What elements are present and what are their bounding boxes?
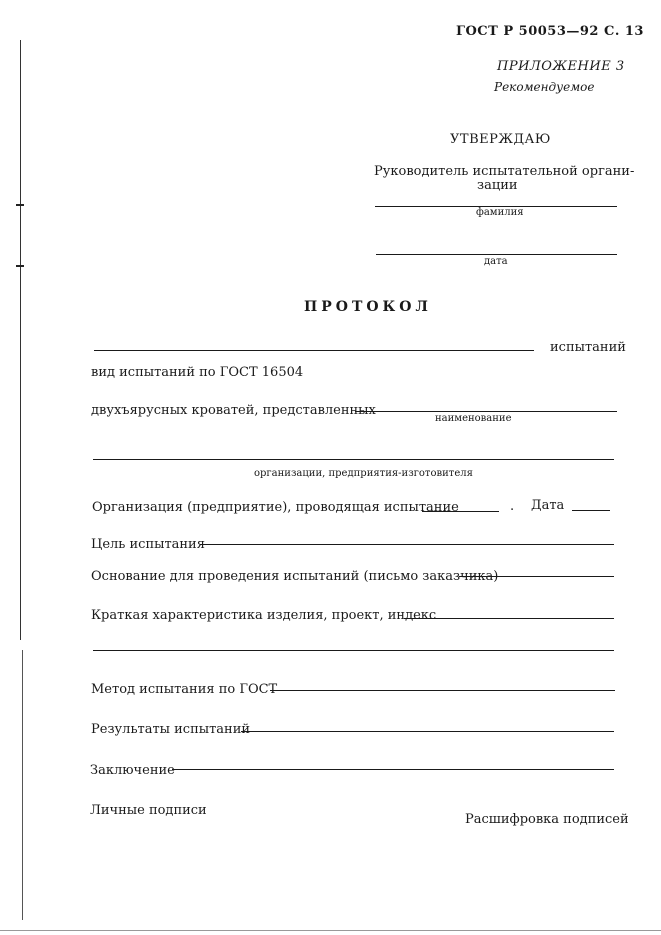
approve-heading: УТВЕРЖДАЮ [450,132,551,147]
protocol-title: ПРОТОКОЛ [304,299,432,315]
conclusion-line[interactable] [172,769,614,770]
basis-line[interactable] [459,576,614,577]
purpose-label: Цель испытания [91,537,205,552]
binding-mark-top [16,204,24,206]
standard-page-header: ГОСТ Р 50053—92 С. 13 [456,24,644,39]
purpose-line[interactable] [200,544,614,545]
appendix-title: ПРИЛОЖЕНИЕ 3 [497,59,625,74]
manufacturer-line[interactable] [93,459,614,460]
testing-organization-label: Организация (предприятие), проводящая испытание [92,500,459,515]
basis-label: Основание для проведения испытаний (письмо заказчика) [91,569,499,584]
binding-margin-line-lower [22,650,23,920]
dot-separator: . [510,499,515,514]
binding-mark-bottom [16,265,24,267]
personal-signatures-label: Личные подписи [90,803,207,818]
test-type-label: вид испытаний по ГОСТ 16504 [91,365,304,380]
surname-caption: фамилия [476,207,524,218]
approver-position-line2: зации [477,178,518,193]
tests-suffix: испытаний [550,340,626,355]
conclusion-label: Заключение [90,763,175,778]
product-summary-line[interactable] [404,618,614,619]
name-caption: наименование [435,413,512,424]
date-signature-line[interactable] [376,254,617,255]
protocol-number-line[interactable] [94,350,534,351]
test-method-line[interactable] [270,690,615,691]
binding-margin-line [20,40,21,640]
signature-decoding-label: Расшифровка подписей [465,812,629,827]
recommended-label: Рекомендуемое [494,80,595,94]
test-results-label: Результаты испытаний [91,722,251,737]
test-method-label: Метод испытания по ГОСТ [91,682,278,697]
product-summary-line-2[interactable] [93,650,614,651]
manufacturer-caption: организации, предприятия-изготовителя [254,468,473,479]
date-label: Дата [531,498,565,513]
date-line[interactable] [572,510,610,511]
product-summary-label: Краткая характеристика изделия, проект, индекс [91,608,437,623]
test-results-line[interactable] [241,731,614,732]
approver-position-line1: Руководитель испытательной органи- [374,164,635,179]
testing-organization-line[interactable] [422,511,499,512]
date-caption: дата [484,256,508,267]
page-bottom-edge [0,930,661,931]
beds-label: двухъярусных кроватей, представленных [91,403,376,418]
product-name-line[interactable] [355,411,617,412]
